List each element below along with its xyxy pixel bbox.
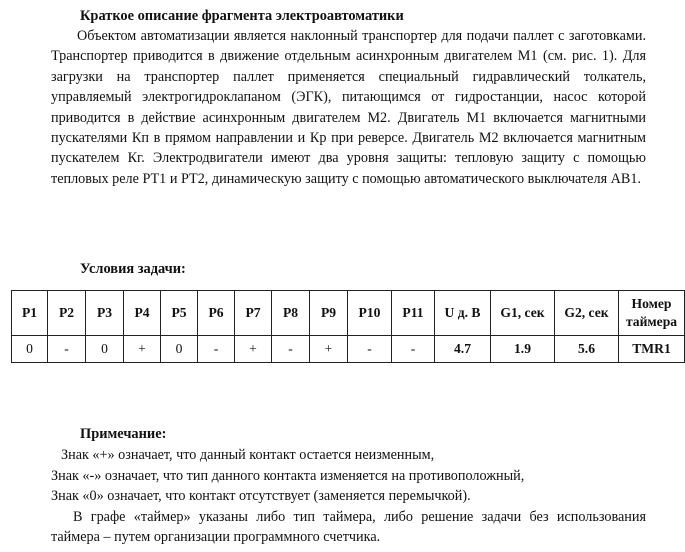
- table-header-row: [12, 291, 685, 336]
- table-cell: 0: [161, 336, 198, 363]
- table-cell: 4.7: [435, 336, 491, 363]
- notes-heading: Примечание:: [80, 426, 167, 442]
- description-line: (см. рис. 1). Для загрузки на транспортер паллет применяется специальный гидравлический: [51, 48, 647, 85]
- note-line: таймера – путем организации программного счетчика.: [51, 529, 381, 546]
- table-cell: 0: [86, 336, 124, 363]
- header-cell: P11: [392, 291, 435, 336]
- table-cell: -: [48, 336, 86, 363]
- table-cell: 5.6: [555, 336, 619, 363]
- header-cell: P2: [48, 291, 86, 336]
- description-line: Объектом автоматизации является наклонный транспортер для подачи паллет с: [77, 28, 565, 44]
- table-cell: -: [272, 336, 310, 363]
- table-cell: -: [198, 336, 235, 363]
- note-paragraph: [51, 507, 646, 548]
- header-cell: P4: [124, 291, 161, 336]
- table-cell: +: [124, 336, 161, 363]
- notes-block: [51, 445, 646, 548]
- description-line: защиты: тепловую защиту с помощью тепловых реле РТ1 и РТ2, динамическую защиту с: [51, 150, 646, 187]
- header-cell: P9: [310, 291, 348, 336]
- header-cell: P7: [235, 291, 272, 336]
- description-line: включается магнитными пускателями Кп в прямом направлении и Кр при реверсе.: [51, 109, 647, 147]
- header-cell: P3: [86, 291, 124, 336]
- table-cell: 0: [12, 336, 48, 363]
- header-cell: P5: [161, 291, 198, 336]
- table-cell: -: [348, 336, 392, 363]
- header-cell: Номер таймера: [619, 291, 685, 336]
- table-cell: +: [310, 336, 348, 363]
- header-cell: P8: [272, 291, 310, 336]
- description-line: Двигатель М2 включается магнитным пускателем Кг. Электродвигатели имеют два уровня: [51, 130, 646, 167]
- table-cell: +: [235, 336, 272, 363]
- header-cell: P6: [198, 291, 235, 336]
- table-cell: 1.9: [491, 336, 555, 363]
- conditions-table: [11, 290, 685, 363]
- table-cell: TMR1: [619, 336, 685, 363]
- description-line: заготовками. Транспортер приводится в движение отдельным асинхронным двигателем М1: [51, 28, 647, 65]
- description-heading: Краткое описание фрагмента электроавтоматики: [80, 8, 404, 24]
- note-line: Знак «0» означает, что контакт отсутствует (заменяется перемычкой).: [51, 488, 471, 505]
- table-row: [12, 336, 685, 363]
- header-cell: G2, сек: [555, 291, 619, 336]
- description-line: толкатель, управляемый электрогидроклапаном (ЭГК), питающимся от гидростанции,: [51, 68, 646, 106]
- header-cell: P10: [348, 291, 392, 336]
- description-paragraph: [51, 26, 646, 189]
- table-cell: -: [392, 336, 435, 363]
- description-line: насос которой приводится в действие асинхронным двигателем М2. Двигатель М1: [51, 89, 646, 126]
- note-line: Знак «-» означает, что тип данного контакта изменяется на противоположный,: [51, 467, 525, 484]
- description-line: помощью автоматического выключателя АВ1.: [362, 170, 641, 187]
- header-cell: P1: [12, 291, 48, 336]
- note-line: Знак «+» означает, что данный контакт остается неизменным,: [61, 447, 435, 463]
- header-cell: U д. В: [435, 291, 491, 336]
- header-cell: G1, сек: [491, 291, 555, 336]
- note-line: В графе «таймер» указаны либо тип таймера, либо решение задачи без использования: [73, 508, 646, 525]
- conditions-heading: Условия задачи:: [80, 261, 186, 277]
